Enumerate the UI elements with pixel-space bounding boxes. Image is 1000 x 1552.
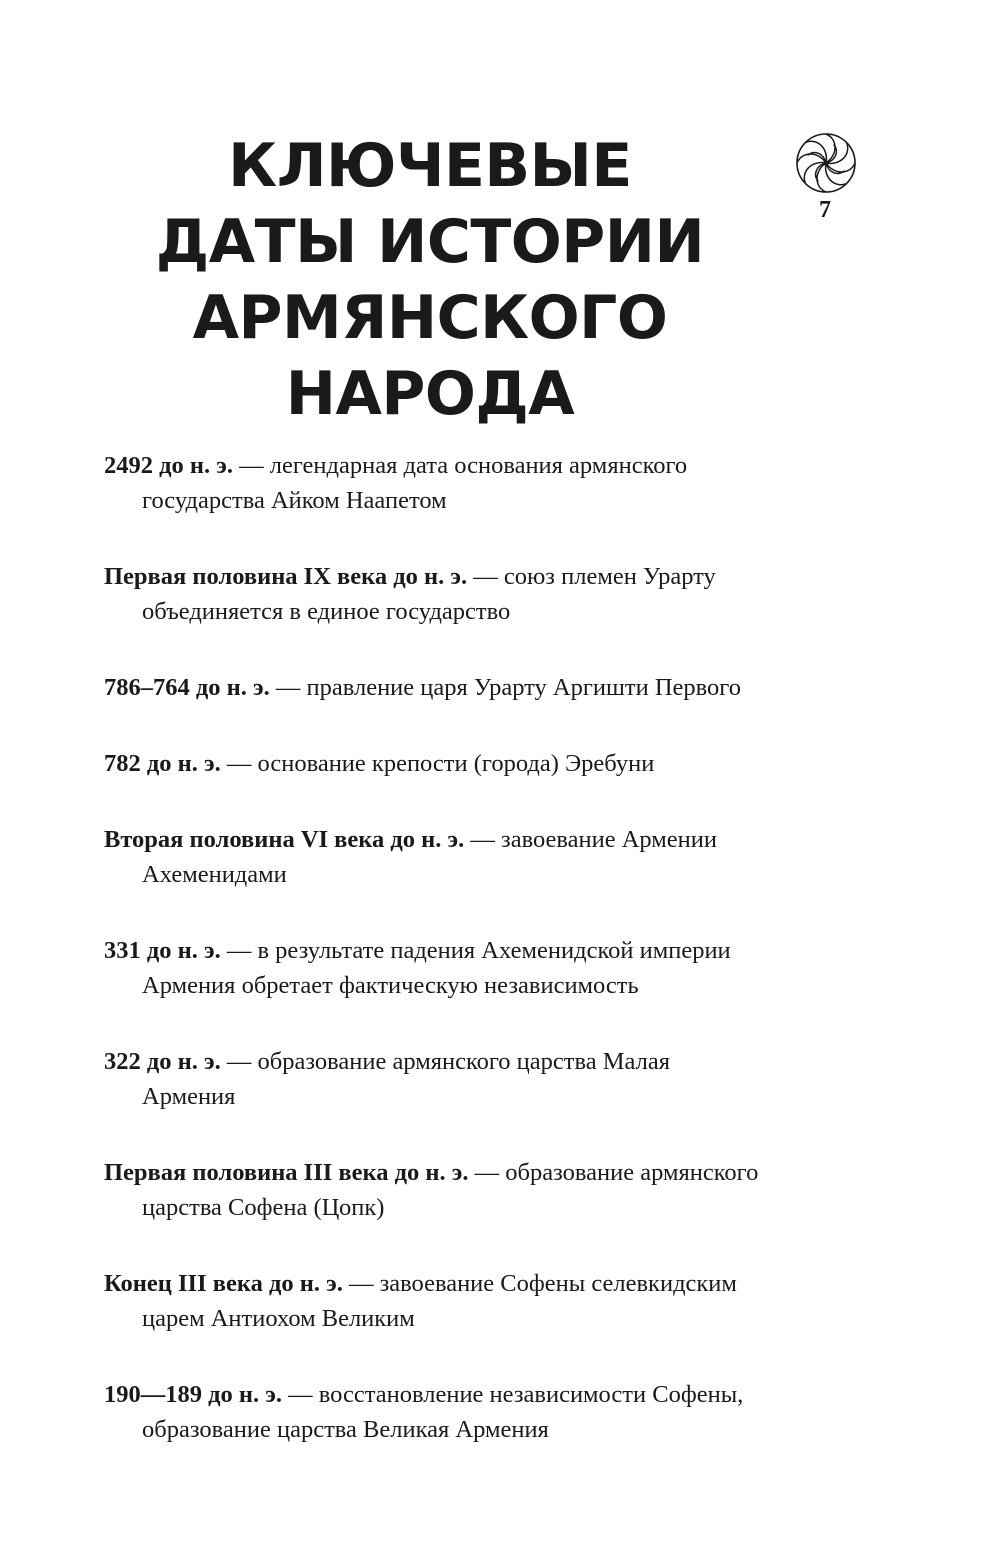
entry-date: Первая половина III века до н. э. <box>104 1159 469 1186</box>
entry-date: 782 до н. э. <box>104 750 221 777</box>
title-line: КЛЮЧЕВЫЕ <box>228 131 632 201</box>
page-number: 7 <box>819 197 831 223</box>
timeline-entry <box>104 1155 764 1225</box>
timeline-entry <box>104 1266 764 1336</box>
entry-text: — образование армянского царства Малая Армения <box>142 1048 670 1110</box>
page-title <box>100 128 760 432</box>
timeline-list <box>104 448 764 1488</box>
entry-text: — в результате падения Ахеменидской империи Армения обретает фактическую независимость <box>142 937 731 999</box>
entry-date: Первая половина IX века до н. э. <box>104 563 468 590</box>
entry-date: Конец III века до н. э. <box>104 1270 343 1297</box>
entry-text: — легендарная дата основания армянского государства Айком Наапетом <box>142 452 688 514</box>
entry-text: — основание крепости (города) Эребуни <box>220 750 655 777</box>
entry-text: — восстановление независимости Софены, образование царства Великая Армения <box>142 1381 744 1443</box>
entry-date: 322 до н. э. <box>104 1048 221 1075</box>
entry-date: 190—189 до н. э. <box>104 1381 282 1408</box>
entry-date: 331 до н. э. <box>104 937 221 964</box>
timeline-entry <box>104 1377 764 1447</box>
title-line: АРМЯНСКОГО <box>192 283 668 353</box>
entry-text: — завоевание Армении Ахеменидами <box>142 826 718 888</box>
entry-text: — правление царя Урарту Аргишти Первого <box>269 674 741 701</box>
entry-text: — завоевание Софены селевкидским царем Антиохом Великим <box>142 1270 737 1332</box>
timeline-entry <box>104 746 764 781</box>
timeline-entry <box>104 670 764 705</box>
entry-text: — образование армянского царства Софена (Цопк) <box>142 1159 759 1221</box>
entry-text: — союз племен Урарту объединяется в единое государство <box>142 563 716 625</box>
title-line: ДАТЫ ИСТОРИИ <box>155 207 705 277</box>
timeline-entry <box>104 448 764 518</box>
timeline-entry <box>104 933 764 1003</box>
timeline-entry <box>104 559 764 629</box>
eternity-wheel-icon <box>794 131 858 195</box>
entry-date: Вторая половина VI века до н. э. <box>104 826 465 853</box>
timeline-entry <box>104 1044 764 1114</box>
entry-date: 2492 до н. э. <box>104 452 233 479</box>
timeline-entry <box>104 822 764 892</box>
entry-date: 786–764 до н. э. <box>104 674 270 701</box>
title-line: НАРОДА <box>285 359 575 429</box>
